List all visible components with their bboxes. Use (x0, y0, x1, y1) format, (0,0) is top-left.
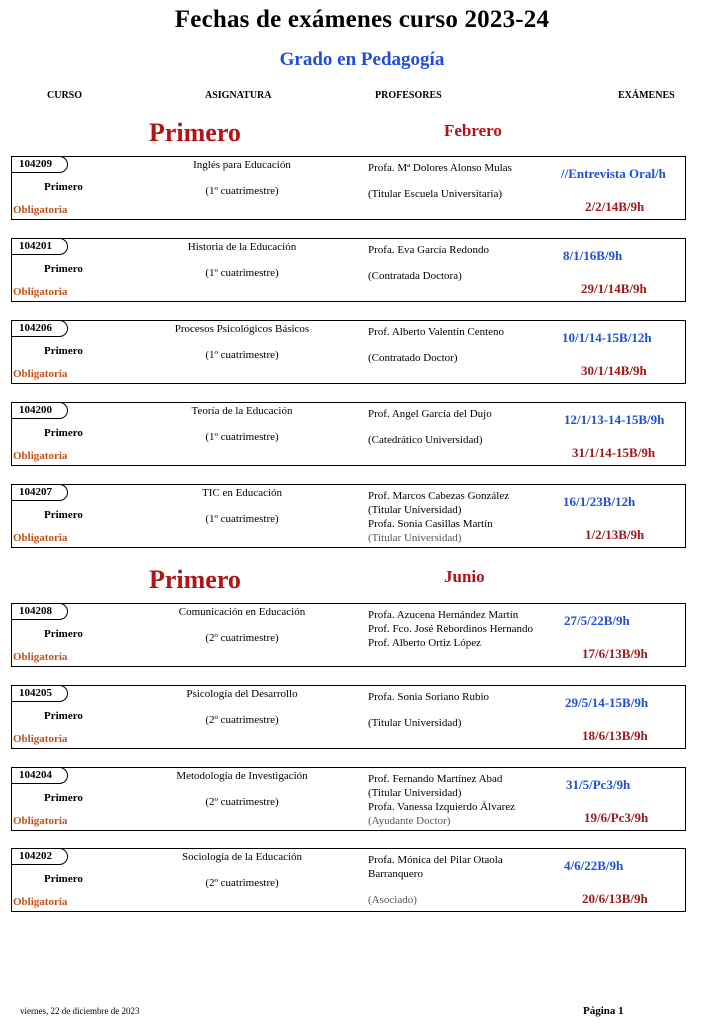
course-year: Primero (44, 181, 83, 193)
professor-line: (Titular Universidad) (368, 717, 462, 729)
exam-date-second: 1/2/13B/9h (585, 527, 645, 542)
course-year: Primero (44, 509, 83, 521)
course-code-badge: 104206 (11, 320, 68, 337)
subject-term: (1º cuatrimestre) (205, 185, 279, 197)
course-type: Obligatoria (13, 896, 68, 908)
professor-line: (Titular Universidad) (368, 504, 462, 516)
professor-line: Prof. Alberto Ortiz López (368, 637, 482, 649)
subject-name: Sociología de la Educación (181, 851, 303, 863)
course-card (11, 848, 686, 912)
course-card (11, 320, 686, 384)
professor-line: (Ayudante Doctor) (368, 815, 451, 827)
subject-term: (1º cuatrimestre) (205, 267, 279, 279)
professors-list (368, 325, 568, 365)
section-month-heading: Junio (444, 567, 485, 586)
exam-date-second: 29/1/14B/9h (581, 281, 647, 296)
course-card (11, 156, 686, 220)
page-subtitle: Grado en Pedagogía (279, 49, 445, 70)
section-year-heading: Primero (149, 118, 241, 147)
professors-list (368, 407, 568, 447)
course-year: Primero (44, 345, 83, 357)
professors-list (368, 853, 568, 907)
professor-line: Prof. Marcos Cabezas González (368, 490, 510, 502)
professor-line: (Contratado Doctor) (368, 352, 458, 364)
course-card (11, 685, 686, 749)
exam-date-second: 30/1/14B/9h (581, 363, 647, 378)
subject-term: (2º cuatrimestre) (205, 632, 279, 644)
exam-date-first: 8/1/16B/9h (563, 248, 623, 263)
course-type: Obligatoria (13, 651, 68, 663)
subject-name: Procesos Psicológicos Básicos (174, 323, 310, 335)
subject-name: Comunicación en Educación (178, 606, 306, 618)
course-code-badge: 104205 (11, 685, 68, 702)
professor-line: (Asociado) (368, 894, 417, 906)
course-year: Primero (44, 263, 83, 275)
professors-list (368, 690, 568, 730)
subject-name: TIC en Educación (201, 487, 283, 499)
course-code-badge: 104207 (11, 484, 68, 501)
subject-term: (1º cuatrimestre) (205, 513, 279, 525)
professor-line: Prof. Alberto Valentín Centeno (368, 326, 505, 338)
professor-line: Profa. Vanessa Izquierdo Álvarez (368, 801, 516, 813)
subject-name: Metodología de Investigación (176, 770, 308, 782)
course-code-badge: 104201 (11, 238, 68, 255)
professor-line: Profa. Sonia Soriano Rubio (368, 691, 489, 703)
section-year-heading: Primero (149, 565, 241, 594)
subject-term: (1º cuatrimestre) (205, 431, 279, 443)
professors-list (368, 243, 568, 283)
course-code-badge: 104204 (11, 767, 68, 784)
course-year: Primero (44, 710, 83, 722)
column-header-curso: CURSO (47, 90, 83, 101)
professor-line: Profa. Sonia Casillas Martín (368, 518, 493, 530)
professors-list (368, 161, 568, 201)
column-header-examenes: EXÁMENES (618, 90, 675, 101)
exam-date-second: 20/6/13B/9h (582, 891, 648, 906)
exam-date-first: 27/5/22B/9h (564, 613, 630, 628)
subject-term: (2º cuatrimestre) (205, 714, 279, 726)
subject-name: Psicología del Desarrollo (186, 688, 298, 700)
course-code-badge: 104209 (11, 156, 68, 173)
exam-date-first: 4/6/22B/9h (564, 858, 624, 873)
professor-line: Profa. Mónica del Pilar Otaola (368, 854, 503, 866)
exam-date-second: 18/6/13B/9h (582, 728, 648, 743)
professor-line: (Titular Universidad) (368, 787, 462, 799)
exam-date-first: 16/1/23B/12h (563, 494, 636, 509)
professor-line: Prof. Angel García del Dujo (368, 408, 492, 420)
professor-line: (Titular Universidad) (368, 532, 462, 544)
course-type: Obligatoria (13, 204, 68, 216)
course-type: Obligatoria (13, 733, 68, 745)
course-year: Primero (44, 427, 83, 439)
course-code-badge: 104200 (11, 402, 68, 419)
professor-line: Profa. Eva García Redondo (368, 244, 489, 256)
professor-line: Prof. Fernando Martínez Abad (368, 773, 503, 785)
professor-line: (Titular Escuela Universitaria) (368, 188, 502, 200)
subject-term: (2º cuatrimestre) (205, 877, 279, 889)
section-month-heading: Febrero (444, 121, 502, 140)
professor-line: Prof. Fco. José Rebordinos Hernando (368, 623, 533, 635)
course-year: Primero (44, 628, 83, 640)
exam-date-first: 10/1/14-15B/12h (562, 330, 652, 345)
subject-term: (1º cuatrimestre) (205, 349, 279, 361)
column-header-asignatura: ASIGNATURA (205, 90, 272, 101)
professor-line: Barranquero (368, 868, 423, 880)
footer-date: viernes, 22 de diciembre de 2023 (20, 1006, 140, 1016)
course-type: Obligatoria (13, 815, 68, 827)
course-year: Primero (44, 792, 83, 804)
subject-term: (2º cuatrimestre) (205, 796, 279, 808)
course-card (11, 238, 686, 302)
exam-date-second: 17/6/13B/9h (582, 646, 648, 661)
course-type: Obligatoria (13, 286, 68, 298)
course-card (11, 484, 686, 548)
professors-list (368, 772, 568, 828)
course-card (11, 767, 686, 831)
column-header-profesores: PROFESORES (375, 90, 442, 101)
course-type: Obligatoria (13, 450, 68, 462)
course-card (11, 603, 686, 667)
professor-line: (Contratada Doctora) (368, 270, 462, 282)
professor-line: Profa. Azucena Hernández Martín (368, 609, 519, 621)
professor-line: (Catedrático Universidad) (368, 434, 483, 446)
course-type: Obligatoria (13, 368, 68, 380)
exam-date-second: 31/1/14-15B/9h (572, 445, 656, 460)
course-code-badge: 104208 (11, 603, 68, 620)
exam-date-second: 2/2/14B/9h (585, 199, 645, 214)
exam-date-first: //Entrevista Oral/h (561, 166, 666, 181)
subject-name: Teoría de la Educación (191, 405, 293, 417)
subject-name: Historia de la Educación (187, 241, 297, 253)
course-type: Obligatoria (13, 532, 68, 544)
course-card (11, 402, 686, 466)
course-code-badge: 104202 (11, 848, 68, 865)
subject-name: Inglés para Educación (193, 159, 291, 171)
professors-list (368, 608, 568, 650)
exam-date-second: 19/6/Pc3/9h (584, 810, 649, 825)
professor-line: Profa. Mª Dolores Alonso Mulas (368, 162, 512, 174)
page-title: Fechas de exámenes curso 2023-24 (174, 6, 550, 33)
footer-page-number: Página 1 (583, 1005, 624, 1017)
exam-date-first: 12/1/13-14-15B/9h (564, 412, 665, 427)
exam-date-first: 31/5/Pc3/9h (566, 777, 631, 792)
course-year: Primero (44, 873, 83, 885)
exam-date-first: 29/5/14-15B/9h (565, 695, 649, 710)
professors-list (368, 489, 568, 545)
